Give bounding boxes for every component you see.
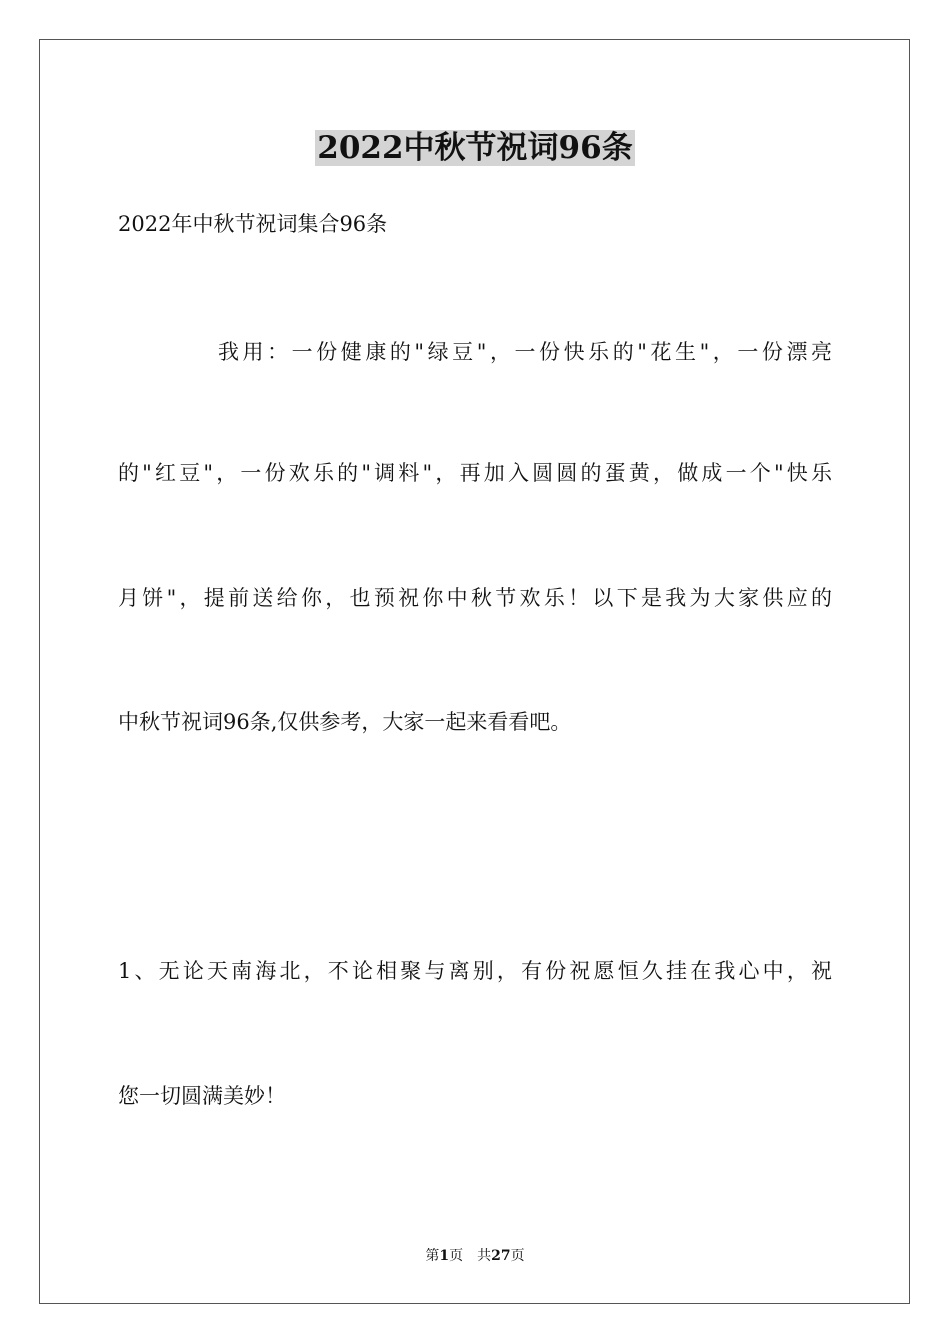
footer-page-prefix: 第: [425, 1248, 440, 1264]
document-subtitle: 2022年中秋节祝词集合96条: [118, 212, 388, 236]
intro-line-2: 的"红豆"，一份欢乐的"调料"，再加入圆圆的蛋黄，做成一个"快乐: [118, 461, 832, 485]
page-footer: [0, 1246, 950, 1266]
intro-line-4: 中秋节祝词96条,仅供参考，大家一起来看看吧。: [118, 710, 572, 734]
item-1-line-1: 1、无论天南海北，不论相聚与离别，有份祝愿恒久挂在我心中，祝: [118, 959, 832, 983]
document-title-text: 2022中秋节祝词96条: [317, 130, 633, 166]
footer-total-prefix: 共: [477, 1248, 492, 1264]
item-1-line-2: 您一切圆满美妙！: [118, 1084, 286, 1108]
footer-page-suffix: 页: [449, 1248, 464, 1264]
intro-line-1: 我用：一份健康的"绿豆"，一份快乐的"花生"，一份漂亮: [218, 340, 832, 364]
document-title: [0, 126, 950, 170]
footer-page-current: 1: [439, 1248, 450, 1264]
footer-total-suffix: 页: [510, 1248, 525, 1264]
footer-page-total: 27: [491, 1248, 511, 1264]
intro-line-3: 月饼"，提前送给你，也预祝你中秋节欢乐！以下是我为大家供应的: [118, 586, 832, 610]
